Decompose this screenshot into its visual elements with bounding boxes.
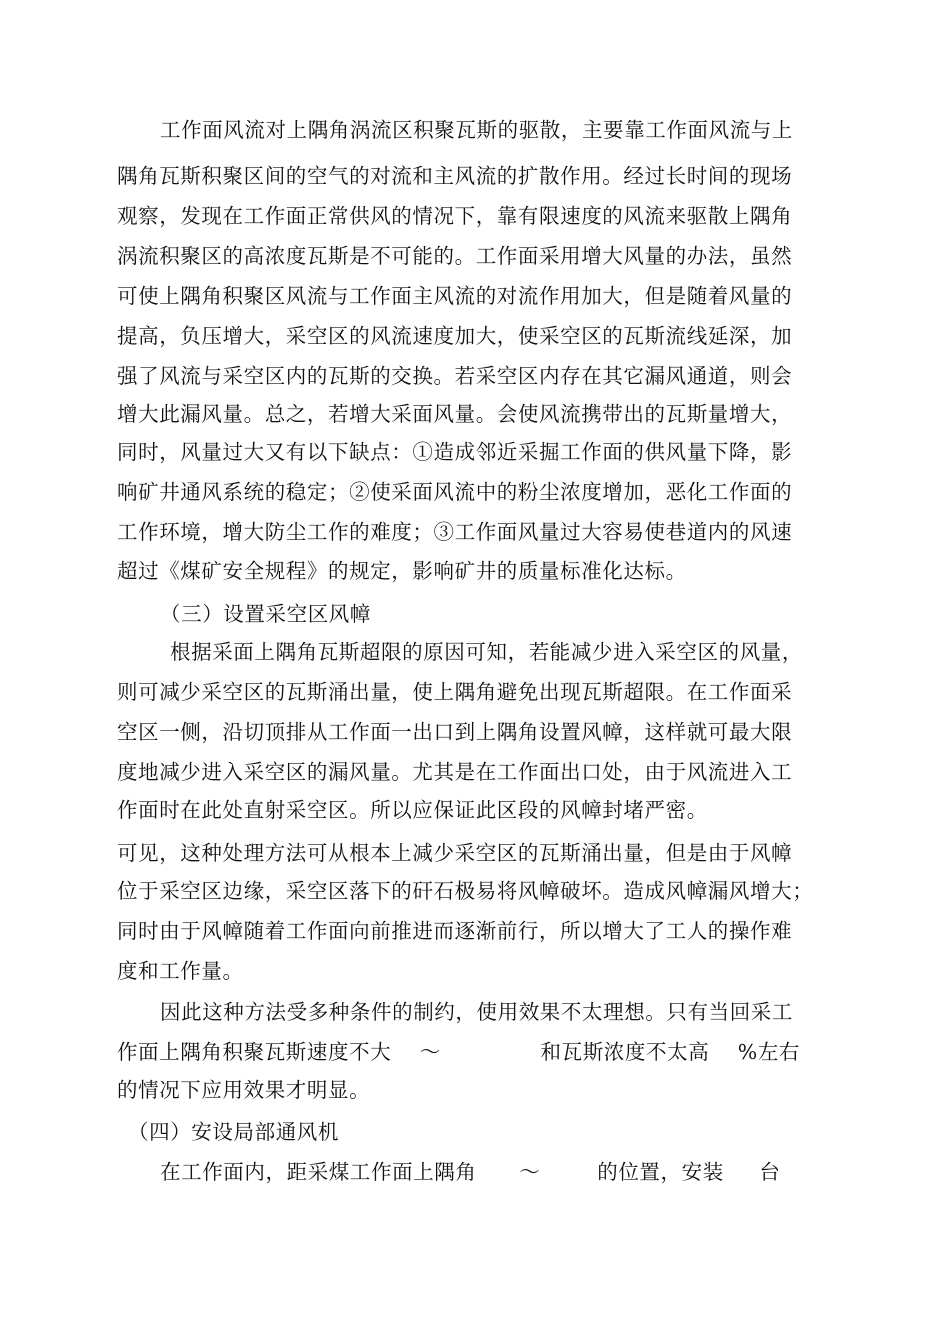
paragraph-line: 可使上隅角积聚区风流与工作面主风流的对流作用加大，但是随着风量的 (117, 284, 793, 308)
paragraph-line: 工作环境，增大防尘工作的难度；③工作面风量过大容易使巷道内的风速 (117, 520, 793, 544)
paragraph-line: 在工作面内，距采煤工作面上隅角 ～ 的位置，安装 台 (160, 1160, 781, 1184)
paragraph-line: 则可减少采空区的瓦斯涌出量，使上隅角避免出现瓦斯超限。在工作面采 (117, 680, 793, 704)
paragraph-line: 度地减少进入采空区的漏风量。尤其是在工作面出口处，由于风流进入工 (117, 760, 793, 784)
paragraph-line: 因此这种方法受多种条件的制约，使用效果不太理想。只有当回采工 (160, 1000, 793, 1024)
paragraph-line: 的情况下应用效果才明显。 (117, 1078, 371, 1102)
paragraph-line: 可见，这种处理方法可从根本上减少采空区的瓦斯涌出量，但是由于风幛 (117, 841, 793, 865)
paragraph-line: 增大此漏风量。总之，若增大采面风量。会使风流携带出的瓦斯量增大， (117, 402, 793, 426)
section-heading: （四）安设局部通风机 (128, 1120, 339, 1144)
paragraph-line: 观察，发现在工作面正常供风的情况下，靠有限速度的风流来驱散上隅角 (117, 204, 793, 228)
paragraph-line: 提高，负压增大，采空区的风流速度加大，使采空区的瓦斯流线延深，加 (117, 324, 793, 348)
paragraph-line: 超过《煤矿安全规程》的规定，影响矿井的质量标准化达标。 (117, 559, 687, 583)
paragraph-line: 空区一侧，沿切顶排从工作面一出口到上隅角设置风幛，这样就可最大限 (117, 720, 793, 744)
paragraph-line: 工作面风流对上隅角涡流区积聚瓦斯的驱散，主要靠工作面风流与上 (160, 118, 793, 142)
paragraph-line: 涡流积聚区的高浓度瓦斯是不可能的。工作面采用增大风量的办法，虽然 (117, 244, 793, 268)
paragraph-line: 隅角瓦斯积聚区间的空气的对流和主风流的扩散作用。经过长时间的现场 (117, 164, 793, 188)
paragraph-line: 度和工作量。 (117, 959, 244, 983)
section-heading: （三）设置采空区风幛 (160, 602, 371, 626)
paragraph-line: 同时由于风幛随着工作面向前推进而逐渐前行，所以增大了工人的操作难 (117, 919, 793, 943)
paragraph-line: 同时，风量过大又有以下缺点：①造成邻近采掘工作面的供风量下降，影 (117, 440, 793, 464)
paragraph-line: 响矿井通风系统的稳定；②使采面风流中的粉尘浓度增加，恶化工作面的 (117, 480, 793, 504)
paragraph-line: 位于采空区边缘，采空区落下的矸石极易将风幛破坏。造成风幛漏风增大； (117, 879, 814, 903)
paragraph-line: 作面上隅角积聚瓦斯速度不大 ～ 和瓦斯浓度不太高 %左右 (117, 1040, 801, 1064)
paragraph-line: 作面时在此处直射采空区。所以应保证此区段的风幛封堵严密。 (117, 798, 708, 822)
paragraph-line: 强了风流与采空区内的瓦斯的交换。若采空区内存在其它漏风通道，则会 (117, 364, 793, 388)
paragraph-line: 根据采面上隅角瓦斯超限的原因可知，若能减少进入采空区的风量， (170, 640, 803, 664)
